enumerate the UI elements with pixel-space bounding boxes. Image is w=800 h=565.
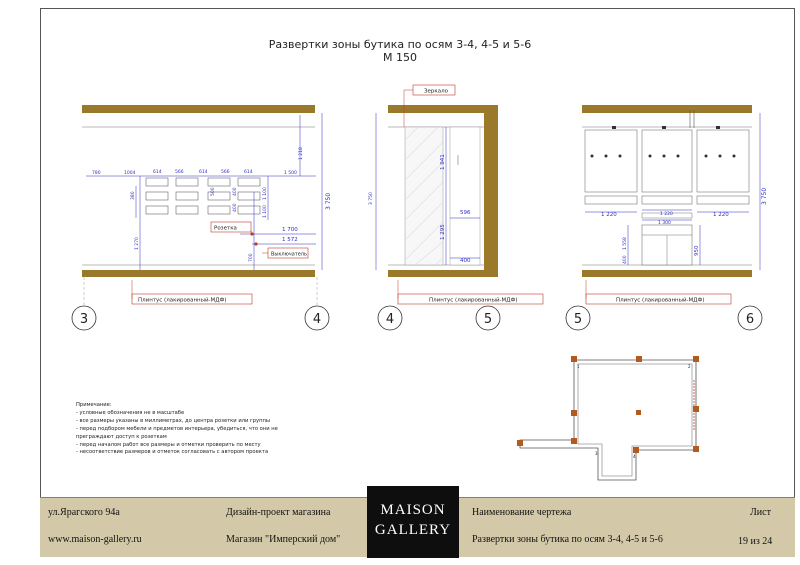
- elevation-4-5: [368, 85, 543, 330]
- dim-1100-b: 1 100: [263, 205, 268, 218]
- ceiling-slab: [82, 105, 315, 113]
- note-item: - условные обозначения не в масштабе: [76, 409, 185, 416]
- dim-614-a: 614: [153, 170, 162, 175]
- elevation-5-6: [566, 105, 768, 330]
- dim-1004: 1004: [124, 171, 136, 176]
- note-item: - несоответствие размеров и отметок согласовать с автором проекта: [76, 449, 269, 456]
- dim-1270: 1 270: [135, 237, 140, 250]
- axis-label-6: 6: [745, 312, 755, 327]
- project-type: Дизайн-проект магазина: [226, 507, 331, 518]
- side-wall: [484, 113, 498, 277]
- website-link[interactable]: www.maison-gallery.ru: [48, 534, 142, 545]
- baseboard-label-3-4: Плинтус (лакированный-МДФ): [138, 297, 227, 304]
- dim-614-c: 614: [244, 170, 253, 175]
- socket-label: Розетка: [214, 225, 237, 232]
- logo-line-1: MAISON: [380, 502, 446, 518]
- plan-mark-3: 3: [595, 451, 598, 456]
- notes-heading: Примечание:: [76, 402, 112, 408]
- maison-gallery-logo: [367, 486, 459, 558]
- mirror-label: Зеркало: [424, 88, 448, 95]
- dim-1295: 1 295: [440, 224, 446, 240]
- dim-1218: 1 218: [299, 147, 304, 160]
- dim-1220-b: 1 220: [660, 212, 673, 217]
- note-item: - все размеры указаны в миллиметрах, до центра розетки или группы: [76, 417, 270, 424]
- dim-3750: 3 750: [325, 192, 332, 210]
- dim-3750-right: 3 750: [761, 187, 768, 205]
- dim-400-b: 400: [233, 203, 238, 212]
- dim-566-a: 566: [175, 170, 184, 175]
- axis-label-5: 5: [483, 312, 493, 327]
- dim-1220-a: 1 220: [601, 212, 617, 218]
- drawing-title: Развертки зоны бутика по осям 3-4, 4-5 и 5-6: [268, 38, 532, 51]
- dim-596: 596: [460, 210, 471, 216]
- dim-400-mid: 400: [460, 258, 471, 264]
- plan-mark-4: 4: [633, 454, 636, 459]
- sheet-number: 19 из 24: [738, 536, 773, 547]
- sheet-label: Лист: [750, 507, 771, 518]
- elevation-3-4: [72, 105, 332, 330]
- switch-label: Выключатель: [271, 251, 307, 258]
- baseboard-label-5-6: Плинтус (лакированный-МДФ): [616, 297, 705, 304]
- axis-label-4: 4: [312, 312, 322, 327]
- store-name: Магазин "Имперский дом": [226, 534, 341, 545]
- dim-400-a: 400: [233, 187, 238, 196]
- drawing-name: Развертки зоны бутика по осям 3-4, 4-5 и 5-6: [472, 534, 663, 545]
- dim-566-b: 566: [221, 170, 230, 175]
- dim-1700: 1 700: [282, 227, 298, 233]
- axis-label-3: 3: [79, 312, 89, 327]
- dim-1300: 1 300: [658, 221, 671, 226]
- note-item: - перед подбором мебели и предметов интерьера, убедиться, что они не: [76, 425, 278, 432]
- door-panel: [450, 127, 480, 265]
- dim-614-b: 614: [199, 170, 208, 175]
- wall-shelves: [146, 178, 260, 214]
- dim-1100-a: 1 100: [263, 187, 268, 200]
- dim-380: 380: [131, 191, 136, 200]
- switch-marker: [254, 242, 257, 245]
- logo-line-2: GALLERY: [374, 522, 452, 538]
- dim-1572: 1 572: [282, 237, 298, 243]
- plan-mark-2: 2: [688, 364, 691, 369]
- dim-400-right: 400: [623, 255, 628, 264]
- title-block: [40, 497, 795, 557]
- floor-slab: [82, 270, 315, 277]
- drawing-scale: М 150: [383, 51, 417, 64]
- dim-1500: 1 500: [284, 171, 297, 176]
- notes-block: [76, 402, 346, 457]
- key-floor-plan: [520, 360, 696, 480]
- baseboard-label-4-5: Плинтус (лакированный-МДФ): [429, 297, 518, 304]
- axis-label-5-b: 5: [573, 312, 583, 327]
- hanging-racks: [585, 130, 749, 204]
- dim-1220-c: 1 220: [713, 212, 729, 218]
- dim-780: 780: [92, 171, 101, 176]
- address-text: ул.Ярагского 94а: [48, 507, 120, 518]
- dim-700: 700: [249, 253, 254, 262]
- plan-columns: [517, 356, 699, 453]
- dimension-lines: [86, 113, 322, 270]
- note-item: - перед началом работ все размеры и отметки проверить по месту: [76, 441, 261, 448]
- dim-500: 500: [211, 187, 216, 196]
- dim-1558: 1 558: [623, 237, 628, 250]
- drawing-name-label: Наименование чертежа: [472, 507, 572, 518]
- note-item: преграждают доступ к розеткам: [76, 433, 167, 440]
- axis-label-4-b: 4: [385, 312, 395, 327]
- plan-mark-1: 1: [577, 364, 580, 369]
- dim-3750-mid: 3 750: [369, 192, 374, 205]
- dim-950: 950: [694, 245, 700, 256]
- dim-1941: 1 941: [440, 154, 446, 170]
